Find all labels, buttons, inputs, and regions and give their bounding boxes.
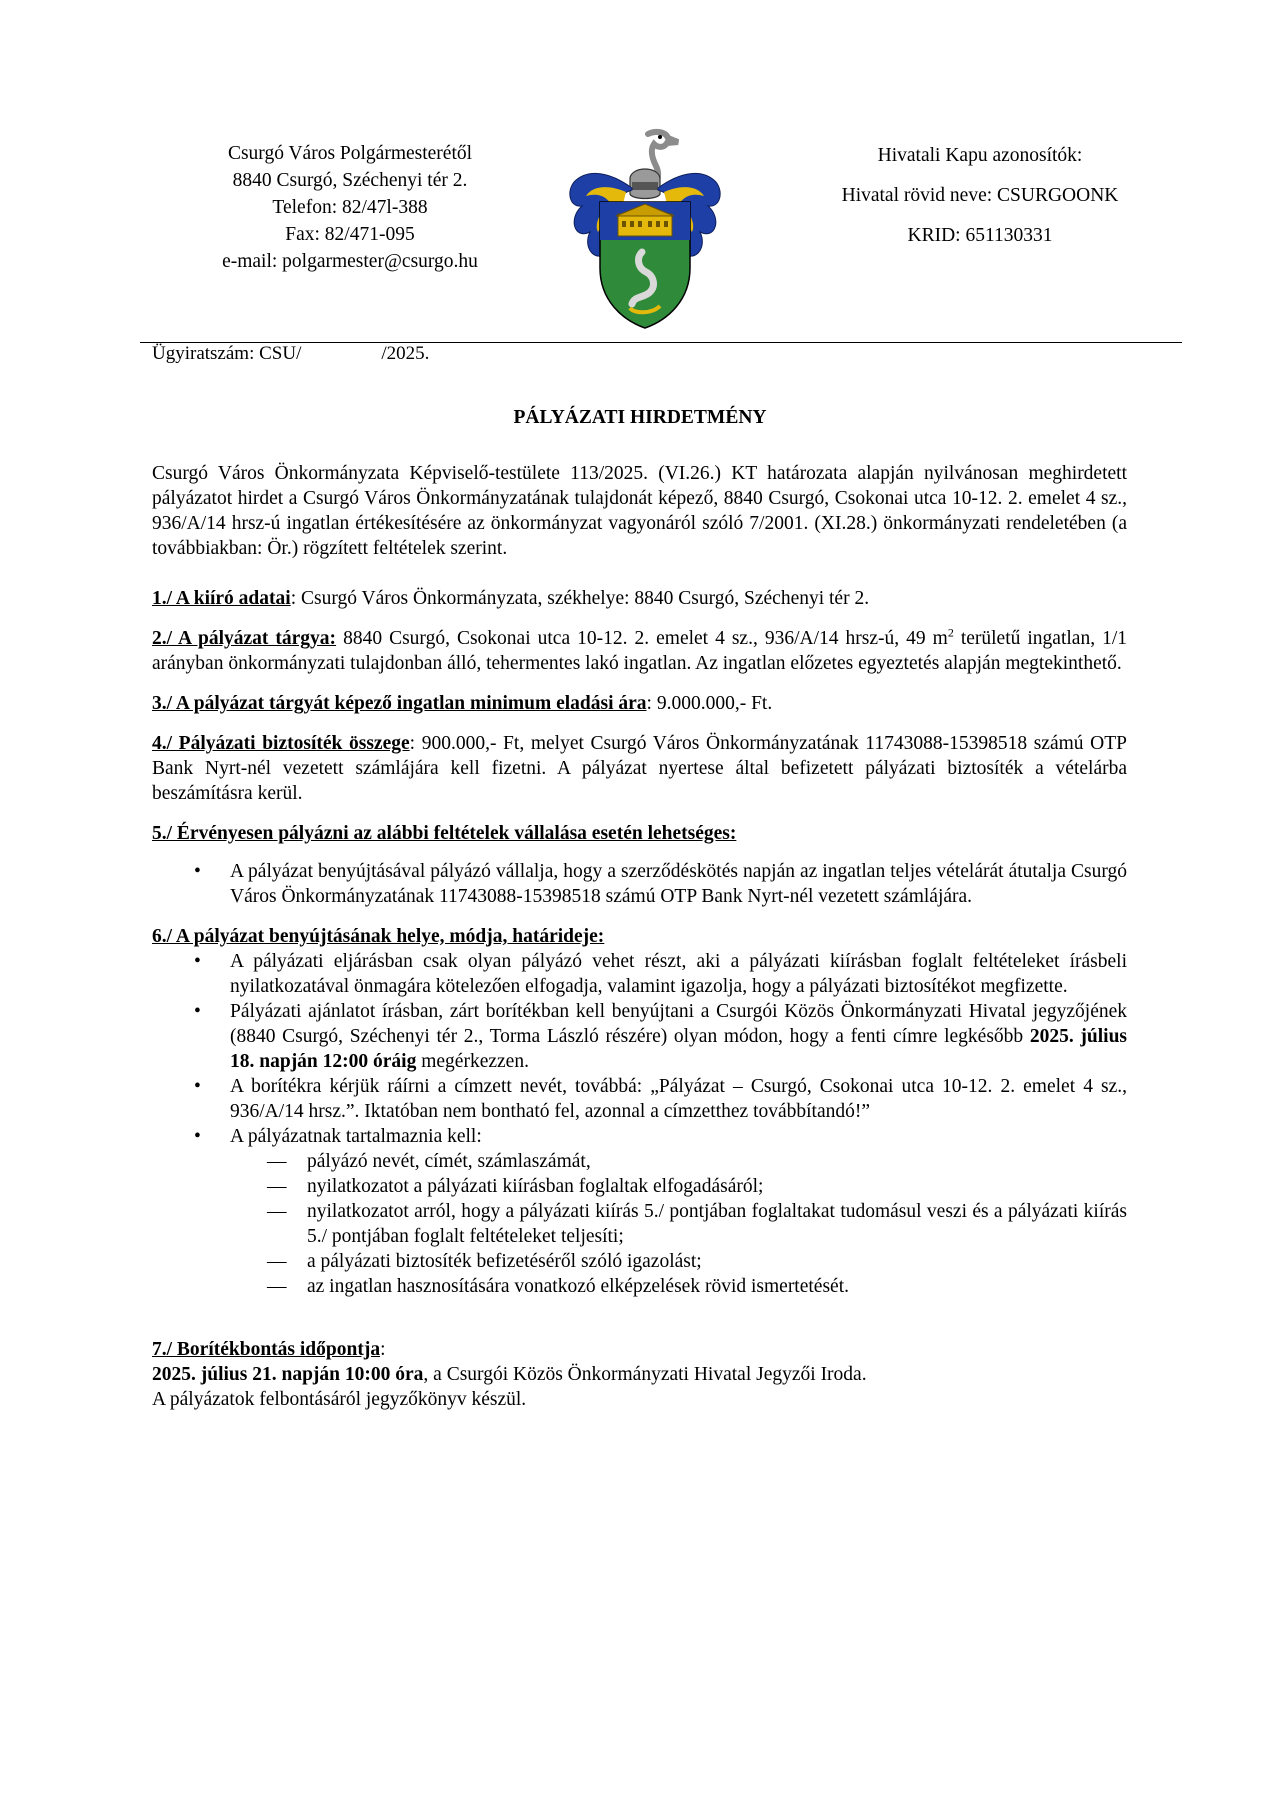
sender-email: e-mail: polgarmester@csurgo.hu	[222, 251, 478, 272]
requirement-item-text: nyilatkozatot arról, hogy a pályázati kiírás 5./ pontjában foglaltakat tudomásul veszi és a pályázati kiírás 5./ pontjában foglalt feltételeket teljesíti;	[307, 1201, 1127, 1247]
section-1-text: : Csurgó Város Önkormányzata, székhelye: 8840 Csurgó, Széchenyi tér 2.	[290, 588, 870, 609]
section-2-sup: 2	[947, 625, 954, 640]
opening-date: 2025. július 21. napján 10:00 óra	[152, 1364, 424, 1385]
gateway-krid: KRID: 651130331	[907, 225, 1053, 246]
requirement-item-text: a pályázati biztosíték befizetéséről szóló igazolást;	[307, 1251, 702, 1272]
section-6-bullet-3-text: A borítékra kérjük ráírni a címzett nevét, továbbá: „Pályázat – Csurgó, Csokonai utca 10-12. 2. emelet 4 sz., 936/A/14 hrsz.”. Iktatóban nem bontható fel, azonnal a címzetthez továbbítandó!”	[230, 1076, 1127, 1122]
requirement-item-text: az ingatlan hasznosítására vonatkozó elképzelések rövid ismertetését.	[307, 1276, 849, 1297]
dash-icon: —	[267, 1201, 287, 1222]
requirement-item-text: nyilatkozatot a pályázati kiírásban foglaltak elfogadásáról;	[307, 1176, 764, 1197]
section-5	[152, 821, 1127, 846]
opening-date-line	[152, 1362, 1127, 1387]
section-6-bullet-3	[152, 1074, 1127, 1124]
section-6-bullet-2-text: Pályázati ajánlatot írásban, zárt borítékban kell benyújtani a Csurgói Közös Önkormányzati Hivatal jegyzőjének (8840 Csurgó, Széchenyi tér 2., Torma László részére) olyan módon, hogy a fenti címre legkésőbb	[230, 1001, 1127, 1047]
coat-of-arms-icon	[560, 128, 730, 333]
sender-name: Csurgó Város Polgármesterétől	[227, 143, 473, 164]
section-1	[152, 586, 1127, 611]
section-7-colon: :	[380, 1339, 386, 1360]
section-7-heading: 7./ Borítékbontás időpontja	[152, 1339, 381, 1360]
registry-number	[152, 343, 429, 365]
section-1-heading: 1./ A kiíró adatai	[152, 588, 291, 609]
section-2	[152, 626, 1127, 676]
intro-paragraph: Csurgó Város Önkormányzata Képviselő-testülete 113/2025. (VI.26.) KT határozata alapján nyilvánosan meghirdetett pályázatot hirdet a Csurgó Város Önkormányzatának tulajdonát képező, 8840 Csurgó, Csokonai utca 10-12. 2. emelet 4 sz., 936/A/14 hrsz-ú ingatlan értékesítésére az önkormányzat vagyonáról szóló 7/2001. (XI.28.) önkormányzati rendeletében (a továbbiakban: Ör.) rögzített feltételek szerint.	[152, 463, 1127, 559]
section-5-heading: 5./ Érvényesen pályázni az alábbi feltételek vállalása esetén lehetséges:	[152, 823, 737, 844]
section-5-bullet	[152, 859, 1127, 909]
requirement-item	[152, 1199, 1127, 1249]
requirement-item	[152, 1249, 1127, 1274]
section-6-bullet-2	[152, 999, 1127, 1074]
registry-prefix: Ügyiratszám: CSU/	[152, 343, 302, 364]
requirement-item	[152, 1274, 1127, 1299]
sender-fax: Fax: 82/471-095	[285, 224, 415, 245]
requirement-item	[152, 1149, 1127, 1174]
section-6-heading: 6./ A pályázat benyújtásának helye, módja, határideje:	[152, 926, 605, 947]
bullet-icon: •	[194, 861, 201, 882]
submission-deadline: 2025. július 18. napján 12:00 óráig	[230, 1026, 1128, 1072]
sender-address-block	[150, 140, 550, 275]
section-3-heading: 3./ A pályázat tárgyát képező ingatlan minimum eladási ára	[152, 693, 647, 714]
document-body	[152, 461, 1127, 1412]
dash-icon: —	[267, 1176, 287, 1197]
registry-suffix: /2025.	[381, 343, 430, 364]
section-4-text: : 900.000,- Ft, melyet Csurgó Város Önkormányzatának 11743088-15398518 számú OTP Bank Nyrt-nél vezetett számlájára kell fizetni. A pályázat nyertese által befizetett pályázati biztosíték a vételárba beszámításra kerül.	[152, 733, 1127, 804]
section-5-bullet-text: A pályázat benyújtásával pályázó vállalja, hogy a szerződéskötés napján az ingatlan teljes vételárát átutalja Csurgó Város Önkormányzatának 11743088-15398518 számú OTP Bank Nyrt-nél vezetett számlájára.	[230, 861, 1127, 907]
section-6-bullet-1-text: A pályázati eljárásban csak olyan pályázó vehet részt, aki a pályázati kiírásban foglalt feltételeket írásbeli nyilatkozatával önmagára kötelezően elfogadja, valamint igazolja, hogy a pályázati biztosítékot megfizette.	[230, 951, 1127, 997]
section-2-heading: 2./ A pályázat tárgya:	[152, 628, 337, 649]
section-6-bullet-4-text: A pályázatnak tartalmaznia kell:	[230, 1126, 482, 1147]
sender-address: 8840 Csurgó, Széchenyi tér 2.	[232, 170, 468, 191]
opening-note: A pályázatok felbontásáról jegyzőkönyv készül.	[152, 1389, 527, 1410]
dash-icon: —	[267, 1276, 287, 1297]
section-4	[152, 731, 1127, 806]
section-2-text-a: 8840 Csurgó, Csokonai utca 10-12. 2. emelet 4 sz., 936/A/14 hrsz-ú, 49 m	[336, 628, 948, 649]
opening-place: , a Csurgói Közös Önkormányzati Hivatal Jegyzői Iroda.	[423, 1364, 867, 1385]
document-title: PÁLYÁZATI HIRDETMÉNY	[513, 407, 767, 428]
gateway-heading: Hivatali Kapu azonosítók:	[877, 145, 1083, 166]
section-6-bullet-4	[152, 1124, 1127, 1149]
gateway-short-name: Hivatal rövid neve: CSURGOONK	[841, 185, 1119, 206]
section-7	[152, 1337, 1127, 1362]
section-3-text: : 9.000.000,- Ft.	[646, 693, 773, 714]
bullet-icon: •	[194, 1001, 201, 1022]
sender-phone: Telefon: 82/47l-388	[272, 197, 428, 218]
office-gateway-block	[790, 142, 1170, 262]
section-3	[152, 691, 1127, 716]
bullet-icon: •	[194, 951, 201, 972]
requirement-item-text: pályázó nevét, címét, számlaszámát,	[307, 1151, 591, 1172]
dash-icon: —	[267, 1151, 287, 1172]
bullet-icon: •	[194, 1076, 201, 1097]
bullet-icon: •	[194, 1126, 201, 1147]
section-6	[152, 924, 1127, 949]
section-4-heading: 4./ Pályázati biztosíték összege	[152, 733, 410, 754]
dash-icon: —	[267, 1251, 287, 1272]
section-6-bullet-1	[152, 949, 1127, 999]
section-6-bullet-2-end: megérkezzen.	[416, 1051, 529, 1072]
requirement-item	[152, 1174, 1127, 1199]
section-2-text-b: területű ingatlan, 1/1 arányban önkormányzati tulajdonban álló, tehermentes lakó ingatlan. Az ingatlan előzetes egyeztetés alapján megtekinthető.	[152, 628, 1127, 674]
